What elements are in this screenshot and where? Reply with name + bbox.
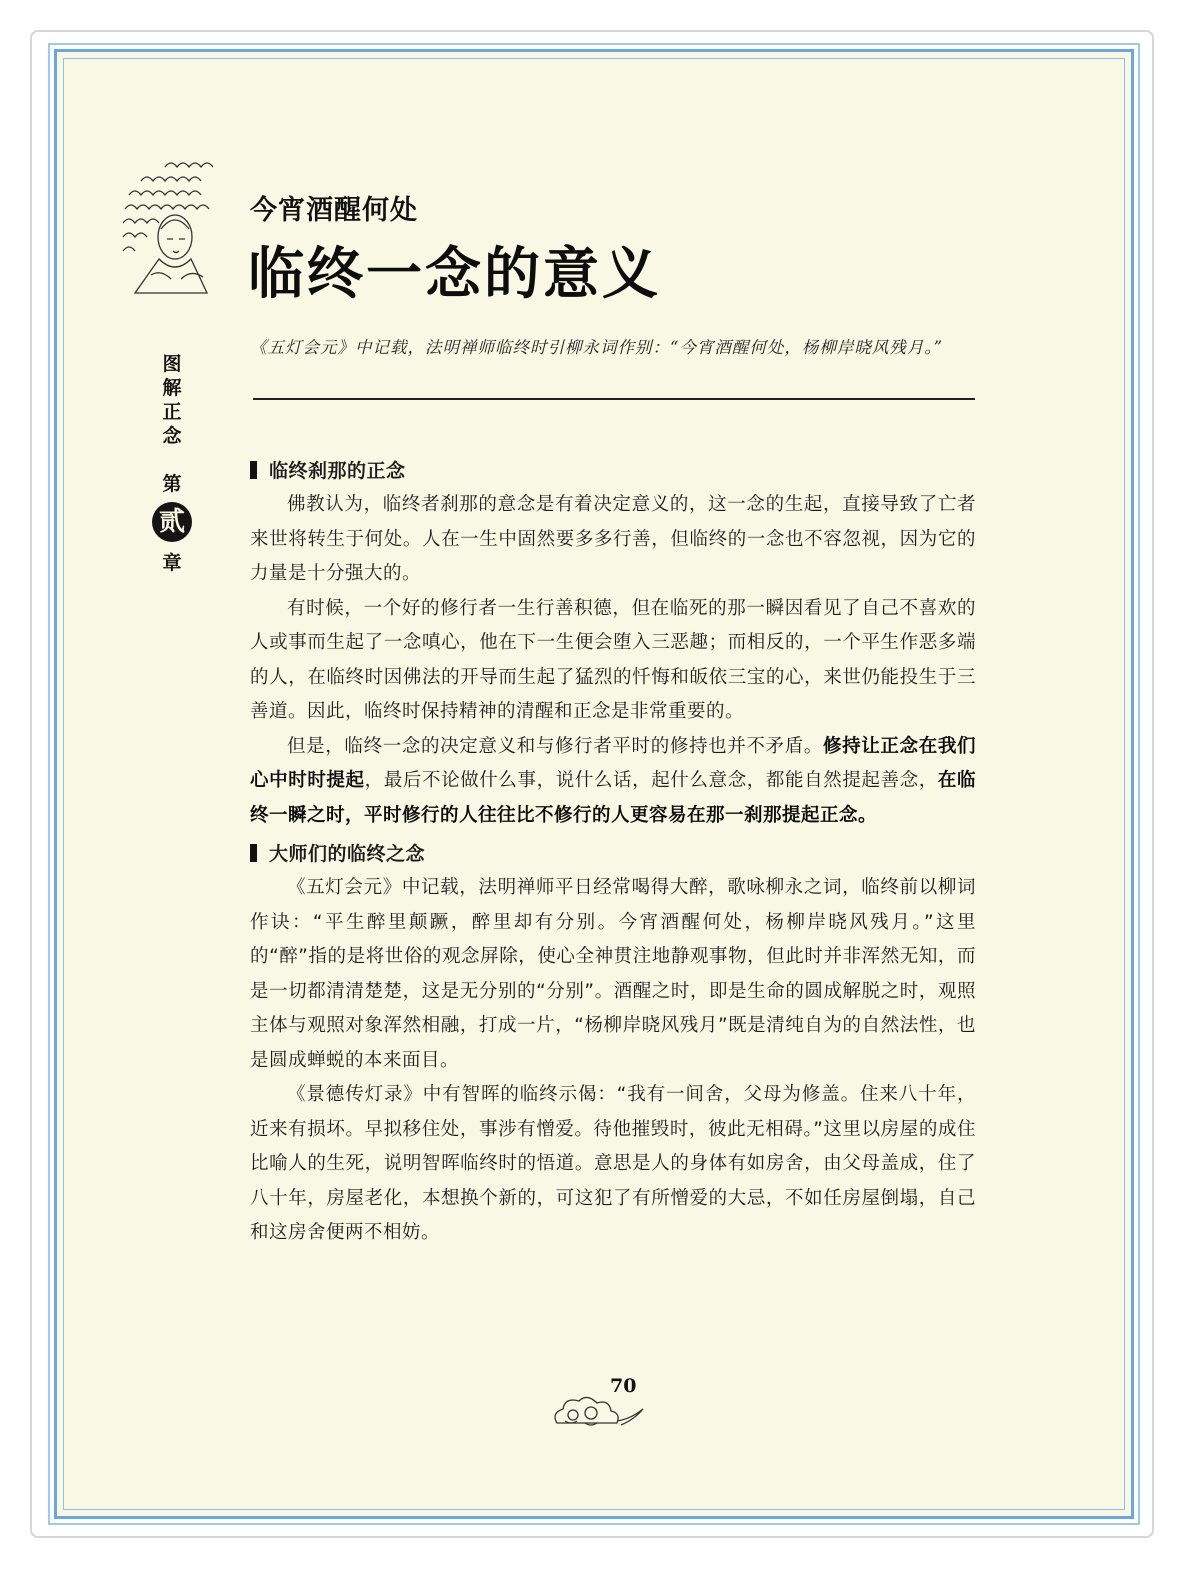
heading-marker-icon — [250, 461, 257, 479]
intro-quote: 《五灯会元》中记载，法明禅师临终时引柳永词作别：“今宵酒醒何处，杨柳岸晓风残月。” — [250, 338, 944, 357]
paragraph: 《五灯会元》中记载，法明禅师平日经常喝得大醉，歌咏柳永之词，临终前以柳词作诀：“平生醉里颠蹶，醉里却有分别。今宵酒醒何处，杨柳岸晓风残月。”这里的“醉”指的是将世俗的观念屏除，使心全神贯注地静观事物，但此时并非浑然无知，而是一切都清清楚楚，这是无分别的“分别”。酒醒之时，即是生命的圆成解脱之时，观照主体与观照对象浑然相融，打成一片，“杨柳岸晓风残月”既是清纯自为的自然法性，也是圆成蝉蜕的本来面目。 — [250, 877, 976, 1071]
emphasis-text: 在临终一瞬之时，平时修行的人往往比不修行的人更容易在那一刹那提起正念。 — [250, 770, 976, 826]
paragraph — [250, 730, 976, 834]
paragraph-text: 但是，临终一念的决定意义和与修行者平时的修持也并不矛盾。 — [287, 735, 823, 757]
section-heading — [250, 837, 976, 871]
intro-divider — [253, 398, 975, 400]
page-title: 临终一念的意义 — [248, 242, 661, 307]
paragraph: 《景德传灯录》中有智晖的临终示偈：“我有一间舍，父母为修盖。住来八十年，近来有损坏。早拟移住处，事涉有憎爱。待他摧毁时，彼此无相碍。”这里以房屋的成住比喻人的生死，说明智晖临终时的悟道。意思是人的身体有如房舍，由父母盖成，住了八十年，房屋老化，本想换个新的，可这犯了有所憎爱的大忌，不如任房屋倒塌，自己和这房舍便两不相妨。 — [250, 1084, 976, 1243]
chapter-side-label — [157, 352, 187, 575]
section-heading-text: 临终刹那的正念 — [269, 460, 406, 482]
paragraph: 有时候，一个好的修行者一生行善积德，但在临死的那一瞬因看见了自己不喜欢的人或事而生起了一念嗔心，他在下一生便会堕入三恶趣；而相反的，一个平生作恶多端的人，在临终时因佛法的开导而生起了猛烈的忏悔和皈依三宝的心，来世仍能投生于三善道。因此，临终时保持精神的清醒和正念是非常重要的。 — [250, 597, 976, 722]
article-body — [250, 454, 976, 1251]
paragraph-text: ，最后不论做什么事，说什么话，起什么意念，都能自然提起善念， — [364, 770, 938, 791]
monk-illustration-icon — [121, 155, 233, 295]
chapter-number-badge: 贰 — [152, 502, 192, 542]
chapter-prefix: 第 — [162, 473, 182, 495]
emphasis-text: 修持让正念在我们心中时时提起 — [250, 735, 976, 791]
section-heading-text: 大师们的临终之念 — [269, 843, 426, 865]
page-number: 70 — [610, 1375, 637, 1397]
chapter-suffix: 章 — [162, 552, 182, 574]
heading-marker-icon — [250, 844, 257, 862]
cloud-ornament-icon — [549, 1391, 649, 1435]
book-name-text: 图解正念 — [162, 353, 182, 447]
section-heading — [250, 454, 976, 488]
chapter-subtitle: 今宵酒醒何处 — [250, 195, 418, 226]
paragraph: 佛教认为，临终者刹那的意念是有着决定意义的，这一念的生起，直接导致了亡者来世将转生于何处。人在一生中固然要多多行善，但临终的一念也不容忽视，因为它的力量是十分强大的。 — [250, 494, 976, 584]
book-page — [54, 49, 1134, 1519]
book-name — [157, 352, 187, 448]
